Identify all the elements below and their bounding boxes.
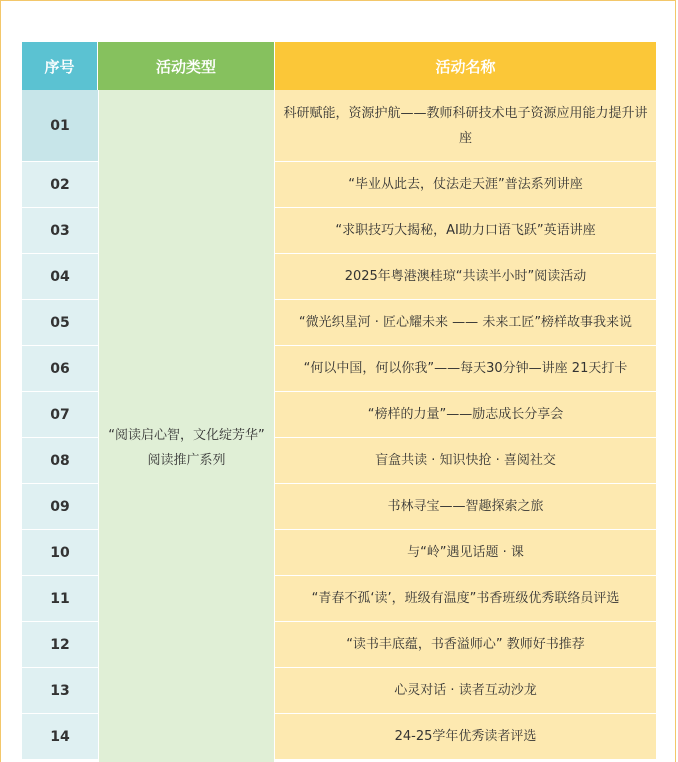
number-cell: 05 — [22, 300, 98, 346]
table-body — [22, 90, 656, 762]
activity-name-cell: 与“岭”遇见话题 · 课 — [275, 530, 656, 576]
number-cell: 10 — [22, 530, 98, 576]
number-cell: 07 — [22, 392, 98, 438]
activity-name-cell: “何以中国，何以你我”——每天30分钟—讲座 21天打卡 — [275, 346, 656, 392]
activity-name-cell: 书林寻宝——智趣探索之旅 — [275, 484, 656, 530]
activity-name-cell: 2025年粤港澳桂琼“共读半小时”阅读活动 — [275, 254, 656, 300]
number-cell: 14 — [22, 714, 98, 760]
number-cell: 06 — [22, 346, 98, 392]
number-cell: 03 — [22, 208, 98, 254]
header-activity-type: 活动类型 — [98, 42, 275, 90]
number-cell: 11 — [22, 576, 98, 622]
number-cell: 09 — [22, 484, 98, 530]
activity-name-cell: “榜样的力量”——励志成长分享会 — [275, 392, 656, 438]
activity-type-line-1: “阅读启心智，文化绽芳华” — [108, 428, 265, 443]
activity-name-cell: “毕业从此去，仗法走天涯”普法系列讲座 — [275, 162, 656, 208]
activity-name-cell: 心灵对话 · 读者互动沙龙 — [275, 668, 656, 714]
activity-name-cell: “求职技巧大揭秘，AI助力口语飞跃”英语讲座 — [275, 208, 656, 254]
activity-name-cell: “青春不孤‘读’，班级有温度”书香班级优秀联络员评选 — [275, 576, 656, 622]
activity-name-cell: 24-25学年优秀读者评选 — [275, 714, 656, 760]
number-cell: 12 — [22, 622, 98, 668]
activity-name-cell: 盲盒共读 · 知识快抢 · 喜阅社交 — [275, 438, 656, 484]
number-cell: 13 — [22, 668, 98, 714]
activity-name-cell: “微光织星河 · 匠心耀未来 —— 未来工匠”榜样故事我来说 — [275, 300, 656, 346]
number-cell: 01 — [22, 90, 98, 162]
number-cell: 02 — [22, 162, 98, 208]
activity-type-cell — [99, 90, 275, 762]
header-number: 序号 — [22, 42, 98, 90]
table-header-row — [22, 42, 656, 90]
number-cell: 08 — [22, 438, 98, 484]
header-activity-name: 活动名称 — [275, 42, 656, 90]
activity-name-cell: 科研赋能，资源护航——教师科研技术电子资源应用能力提升讲座 — [275, 90, 656, 162]
activity-name-cell: “读书丰底蕴，书香溢师心” 教师好书推荐 — [275, 622, 656, 668]
activity-type-line-2: 阅读推广系列 — [147, 453, 226, 468]
activity-table — [22, 42, 656, 762]
activity-type-text — [108, 423, 264, 473]
number-column — [22, 90, 99, 762]
number-cell: 04 — [22, 254, 98, 300]
activity-name-column — [275, 90, 656, 762]
